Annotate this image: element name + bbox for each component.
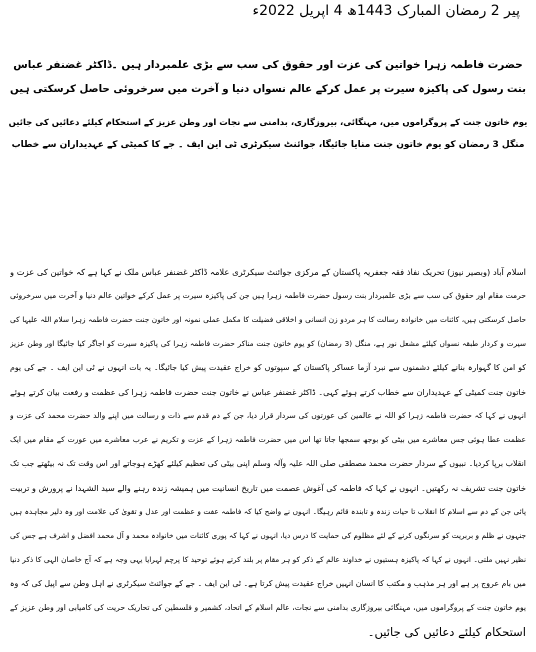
body-line: پائی جن کے دم سے اسلام کا انقلاب تا حیات زندہ و تابندہ قائم رہیگا۔ انہوں نے واضح کیا کہ فاطمہ عفت و عظمت اور عدل و تقویٰ کی علامت اور وہ دلیر مجاہدہ ہیں <box>10 507 526 516</box>
body-line: کو امن کا گہوارہ بنانے کیلئے دشمنوں سے نبرد آزما عساکر پاکستان کے سپوتوں کو خراج عقیدت پیش کیا جائیگا۔ یہ بات انہوں نے ٹی این ایف ۔ جے کی یوم <box>10 363 526 372</box>
body-line: خاتون جنت تشریف نہ رکھتیں۔ انہوں نے کہا کہ فاطمہ کی آغوش عصمت میں تاریخ انسانیت میں ہمیشہ زندہ رہنے والے سید الشہدا نے پرورش و تربیت <box>10 483 526 493</box>
body-line: خاتون جنت کمیٹی کے عہدیداران سے خطاب کرتے ہوئے کہی۔ ڈاکٹر غضنفر عباس نے خاتون جنت حضرت فاطمہ زہرا کی عظمت و رفعت بیان کرتے ہوئے <box>10 387 526 397</box>
dateline: پیر 2 رمضان المبارک 1443ھ 4 اپریل 2022ء <box>252 3 520 19</box>
body-line: میں بام عروج پر ہے اور ہر مذہب و مکتب کا انسان انہیں خراج عقیدت پیش کرتا ہے۔ ٹی این ایف ۔ جے کے جوائنٹ سیکرٹری نے اہل وطن سے اپیل کی کہ وہ <box>10 579 526 588</box>
sub-headline: بنت رسول کی پاکیزہ سیرت پر عمل کرکے عالم نسواں دنیا و آخرت میں سرخروئی حاصل کرسکتی ہیں <box>10 83 526 95</box>
article-body <box>10 260 526 644</box>
body-line: حرمت مقام اور حقوق کی سب سے بڑی علمبردار بنت رسول حضرت فاطمہ زہرا ہیں جن کی پاکیزہ سیرت پر عمل کرکے خواتین عالم دنیا و آخرت میں سرخروئی <box>10 291 526 300</box>
body-line: اسلام آباد (وبصیر نیوز) تحریک نفاذ فقہ جعفریہ پاکستان کے مرکزی جوائنٹ سیکرٹری علامہ ڈاکٹر غضنفر عباس ملک نے کہا ہے کہ خواتین کی عزت و <box>10 267 526 277</box>
headline-block <box>8 54 528 154</box>
body-line: سیرت و کردار طبقہ نسواں کیلئے مشعل نور ہے، منگل (3 رمضان) کو یوم خاتون جنت مناکر حضرت فاطمہ زہرا کی پاکیزہ سیرت کو اجاگر کیا جائیگا اور وطن عزیز <box>10 339 526 348</box>
body-line: حاصل کرسکتی ہیں، کائنات میں خانوادہ رسالت کا ہر مردو زن انسانی و اخلاقی فضیلت کا مکمل عملی نمونہ اور خاتون جنت حضرت فاطمہ زہرا سلام اللہ علیہا کی <box>10 315 526 324</box>
main-headline: حضرت فاطمہ زہرا خواتین کی عزت اور حقوق کی سب سے بڑی علمبردار ہیں ۔ڈاکٹر غضنفر عباس <box>13 59 523 71</box>
body-line: انقلاب برپا کردیا۔ نبیوں کے سردار حضرت محمد مصطفی صلی اللہ علیہ وآلہ وسلم اپنی بیٹی کی تعظیم کیلئے کھڑے ہوجاتے اور اس وقت تک نہ بیٹھتے جب تک <box>10 459 526 468</box>
body-line: یوم خاتون جنت کے پروگراموں میں، مہنگائی بیروزگاری بدامنی سے نجات، عالم اسلام کے اتحاد، کشمیر و فلسطین کی تحاریک حریت کی کامیابی اور وطن عزیز کے <box>10 603 526 612</box>
deck-line-1: یوم خاتون جنت کے پروگراموں میں، مہنگائی، بیروزگاری، بدامنی سے نجات اور وطن عزیز کے استحکام کیلئے دعائیں کی جائیں <box>8 118 528 128</box>
body-line-last: استحکام کیلئے دعائیں کی جائیں۔ <box>367 625 526 639</box>
body-line: نظیر نہیں ملتی۔ انہوں نے کہا کہ پاکیزہ ہستیوں نے خداوند عالم کے ذکر کو ہر مقام پر بلند کرتے ہوئے توحید کا پرچم لہرایا یہی وجہ ہے کہ آج خاصان الہی کا ذکر دنیا <box>10 555 526 564</box>
deck-line-2: منگل 3 رمضان کو یوم خاتون جنت منایا جائیگا، جوائنٹ سیکرٹری ٹی این ایف ۔ جے کا کمیٹی کے عہدیداران سے خطاب <box>11 140 525 150</box>
body-line: جنہوں نے ظلم و بربریت کو سرنگوں کرنے کے لئے مظلوم کی حمایت کا درس دیا، انہوں نے کہا کہ پوری کائنات میں خانوادہ محمد و آل محمد افضل و اشرف ہے جس کی <box>10 531 526 540</box>
body-line: انہوں نے کہا کہ حضرت فاطمہ زہرا کو اللہ نے عالمین کی عورتوں کی سردار قرار دیا، جن کے دم قدم سے ذات و رسالت میں اپنے والد حضرت محمد کی عزت و <box>10 411 526 420</box>
body-line: عظمت عطا ہوئی جس معاشرے میں بیٹی کو بوجھ سمجھا جاتا تھا اس میں حضرت فاطمہ زہرا کے عزت و تکریم نے عرب معاشرے میں عورت کے مقام میں ایک <box>10 435 526 444</box>
